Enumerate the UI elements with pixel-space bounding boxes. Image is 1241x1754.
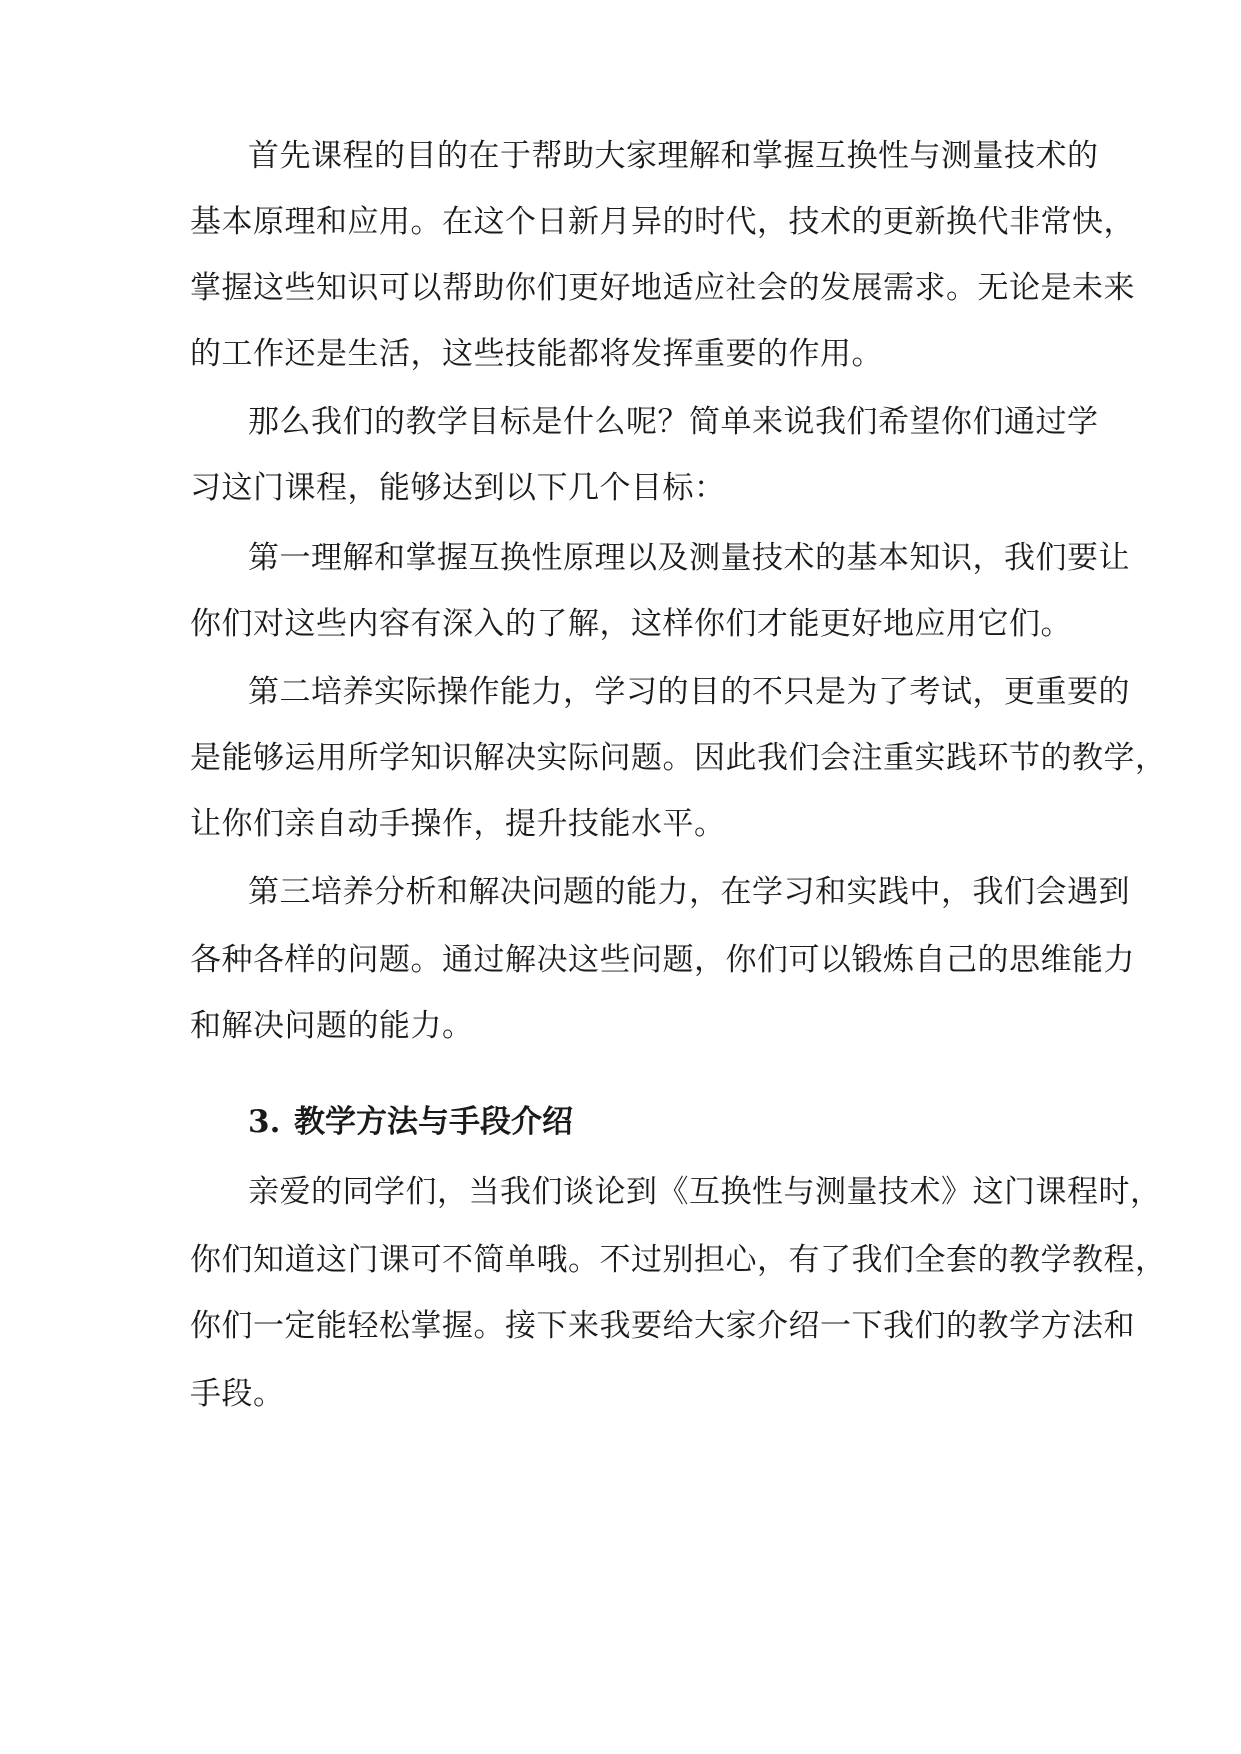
paragraph-line: 你们对这些内容有深入的了解，这样你们才能更好地应用它们。 <box>190 606 1072 642</box>
paragraph-line: 那么我们的教学目标是什么呢？简单来说我们希望你们通过学 <box>248 404 1099 440</box>
section-title: 教学方法与手段介绍 <box>294 1104 573 1140</box>
paragraph-line: 的工作还是生活，这些技能都将发挥重要的作用。 <box>190 336 883 372</box>
paragraph-line: 亲爱的同学们，当我们谈论到《互换性与测量技术》这门课程时， <box>248 1174 1162 1210</box>
paragraph-line: 基本原理和应用。在这个日新月异的时代，技术的更新换代非常快， <box>190 204 1135 240</box>
paragraph-line: 第三培养分析和解决问题的能力，在学习和实践中，我们会遇到 <box>248 874 1130 910</box>
paragraph-line: 是能够运用所学知识解决实际问题。因此我们会注重实践环节的教学， <box>190 740 1167 776</box>
section-heading <box>248 1102 573 1142</box>
section-number: 3. <box>248 1104 281 1140</box>
paragraph-line: 让你们亲自动手操作，提升技能水平。 <box>190 806 726 842</box>
paragraph-line: 第一理解和掌握互换性原理以及测量技术的基本知识，我们要让 <box>248 540 1130 576</box>
paragraph-line: 各种各样的问题。通过解决这些问题，你们可以锻炼自己的思维能力 <box>190 942 1135 978</box>
paragraph-line: 你们一定能轻松掌握。接下来我要给大家介绍一下我们的教学方法和 <box>190 1308 1135 1344</box>
paragraph-line: 习这门课程，能够达到以下几个目标： <box>190 470 726 506</box>
paragraph-line: 你们知道这门课可不简单哦。不过别担心，有了我们全套的教学教程， <box>190 1242 1167 1278</box>
paragraph-line: 和解决问题的能力。 <box>190 1008 474 1044</box>
paragraph-line: 手段。 <box>190 1376 285 1412</box>
paragraph-line: 第二培养实际操作能力，学习的目的不只是为了考试，更重要的 <box>248 674 1130 710</box>
paragraph-line: 掌握这些知识可以帮助你们更好地适应社会的发展需求。无论是未来 <box>190 270 1135 306</box>
paragraph-line: 首先课程的目的在于帮助大家理解和掌握互换性与测量技术的 <box>248 138 1099 174</box>
